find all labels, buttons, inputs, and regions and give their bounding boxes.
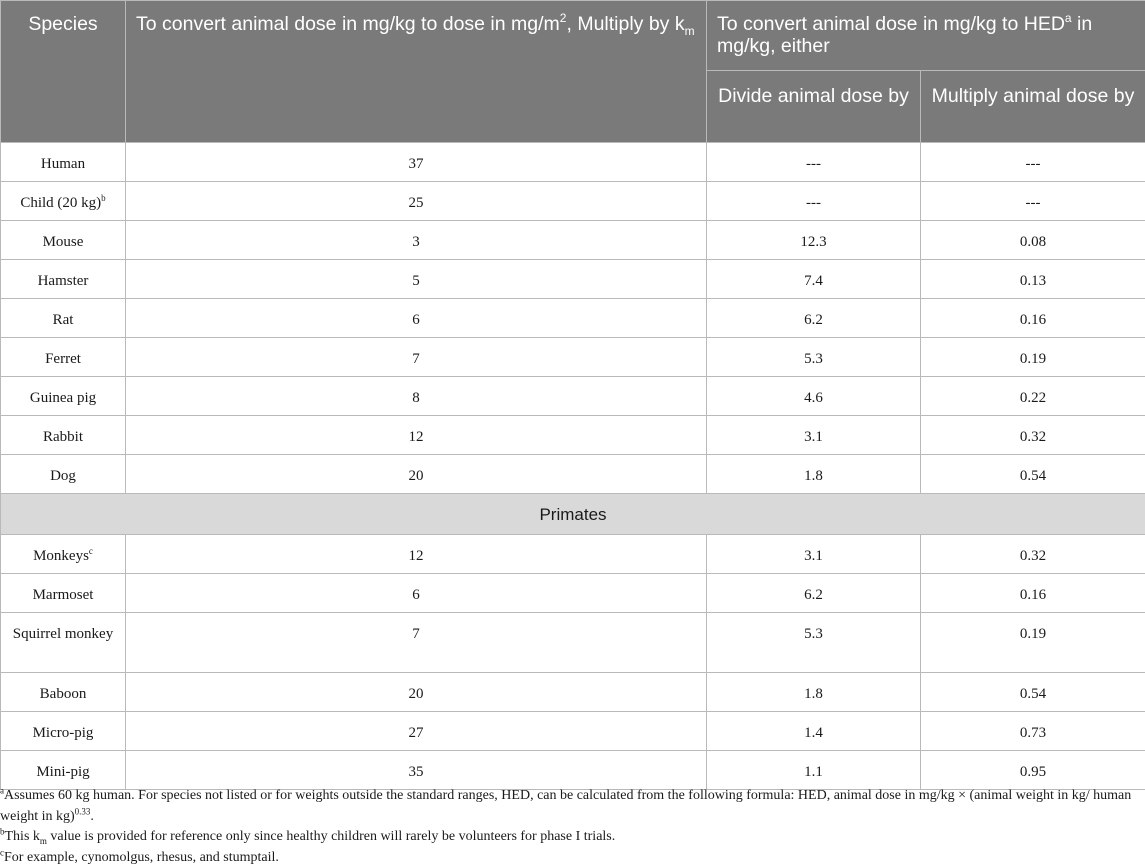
footnote-c-text: For example, cynomolgus, rhesus, and stumptail. (4, 849, 279, 865)
species-cell (1, 535, 126, 574)
species-cell (1, 143, 126, 182)
table-row (1, 260, 1145, 299)
divide-cell: 1.4 (707, 712, 921, 751)
multiply-cell: 0.16 (921, 299, 1145, 338)
header-divide-label: Divide animal dose by (718, 85, 909, 107)
km-cell: 20 (126, 455, 707, 494)
footnote-b-text-end: value is provided for reference only since healthy children will rarely be volunteers for phase I trials. (46, 829, 616, 844)
header-species (1, 1, 126, 143)
km-cell: 7 (126, 338, 707, 377)
footnote-b-sub: m (39, 835, 47, 846)
km-cell: 6 (126, 574, 707, 613)
header-km-conversion (126, 1, 707, 143)
footnote-mark: b (101, 193, 106, 203)
primates-body (1, 535, 1145, 790)
species-name: Mini-pig (36, 764, 90, 780)
species-cell (1, 712, 126, 751)
divide-cell: 7.4 (707, 260, 921, 299)
header-divide (707, 71, 921, 143)
species-name: Guinea pig (29, 390, 97, 406)
table-body (1, 143, 1145, 494)
multiply-cell: 0.73 (921, 712, 1145, 751)
km-cell: 25 (126, 182, 707, 221)
header-km-text-mid: , Multiply by k (566, 13, 685, 35)
km-cell: 12 (126, 416, 707, 455)
header-hed-text-end: in mg/kg, either (717, 13, 1093, 57)
multiply-cell: --- (921, 143, 1145, 182)
multiply-cell: 0.08 (921, 221, 1145, 260)
species-name: Marmoset (32, 587, 94, 603)
multiply-cell: 0.54 (921, 673, 1145, 712)
table-row (1, 712, 1145, 751)
species-cell (1, 299, 126, 338)
footnote-a-end: . (90, 808, 94, 824)
species-cell (1, 260, 126, 299)
header-hed-text: To convert animal dose in mg/kg to HED (717, 13, 1065, 35)
species-cell (1, 182, 126, 221)
divide-cell: --- (707, 143, 921, 182)
table-row (1, 535, 1145, 574)
species-cell (1, 673, 126, 712)
divide-cell: 4.6 (707, 377, 921, 416)
species-name: Squirrel monkey (12, 626, 114, 642)
divide-cell: 12.3 (707, 221, 921, 260)
footnote-b (0, 827, 1145, 848)
section-row (1, 494, 1145, 535)
table-row (1, 673, 1145, 712)
divide-cell: 3.1 (707, 535, 921, 574)
species-name: Mouse (42, 234, 84, 250)
footnote-a (0, 786, 1145, 827)
multiply-cell: 0.22 (921, 377, 1145, 416)
divide-cell: 1.1 (707, 751, 921, 790)
species-name: Hamster (37, 273, 89, 289)
divide-cell: 3.1 (707, 416, 921, 455)
header-hed-sup: a (1064, 10, 1072, 25)
footnote-c (0, 848, 1145, 868)
species-name: Child (20 kg) (20, 195, 102, 211)
divide-cell: 1.8 (707, 455, 921, 494)
km-cell: 35 (126, 751, 707, 790)
divide-cell: 1.8 (707, 673, 921, 712)
multiply-cell: 0.16 (921, 574, 1145, 613)
footnote-b-text: This k (4, 829, 40, 844)
footnote-c-mark: c (0, 846, 4, 857)
species-name: Rabbit (43, 429, 83, 445)
multiply-cell: 0.19 (921, 338, 1145, 377)
footnote-b-mark: b (0, 826, 5, 837)
divide-cell: --- (707, 182, 921, 221)
section-label: Primates (1, 494, 1145, 535)
km-cell: 20 (126, 673, 707, 712)
species-name: Ferret (45, 351, 81, 367)
species-cell (1, 613, 126, 673)
divide-cell: 5.3 (707, 338, 921, 377)
species-cell (1, 751, 126, 790)
table-row (1, 751, 1145, 790)
km-cell: 8 (126, 377, 707, 416)
table-row (1, 613, 1145, 673)
multiply-cell: 0.95 (921, 751, 1145, 790)
km-cell: 7 (126, 613, 707, 673)
table-row (1, 143, 1145, 182)
km-cell: 37 (126, 143, 707, 182)
table-row (1, 299, 1145, 338)
divide-cell: 6.2 (707, 299, 921, 338)
divide-cell: 5.3 (707, 613, 921, 673)
species-name: Rat (52, 312, 74, 328)
km-cell: 5 (126, 260, 707, 299)
multiply-cell: 0.13 (921, 260, 1145, 299)
species-name: Dog (50, 468, 76, 484)
multiply-cell: 0.19 (921, 613, 1145, 673)
species-cell (1, 455, 126, 494)
footnote-a-exponent: 0.33 (74, 805, 91, 816)
species-name: Micro-pig (32, 725, 94, 741)
footnote-mark: c (88, 546, 93, 556)
km-cell: 3 (126, 221, 707, 260)
multiply-cell: 0.32 (921, 535, 1145, 574)
species-cell (1, 221, 126, 260)
header-multiply (921, 71, 1145, 143)
table-row (1, 221, 1145, 260)
table-row (1, 338, 1145, 377)
footnote-a-text: Assumes 60 kg human. For species not listed or for weights outside the standard ranges, HED, can be calculated from the following formula: HED, animal dose in mg/kg × (animal weight in kg/ human weight in kg) (0, 788, 1132, 824)
table-header (1, 1, 1145, 143)
divide-cell: 6.2 (707, 574, 921, 613)
km-cell: 12 (126, 535, 707, 574)
header-multiply-label: Multiply animal dose by (931, 85, 1135, 107)
header-km-sub: m (684, 23, 695, 38)
table-row (1, 455, 1145, 494)
multiply-cell: --- (921, 182, 1145, 221)
section-primates (1, 494, 1145, 535)
table-row (1, 377, 1145, 416)
species-cell (1, 416, 126, 455)
header-species-label: Species (28, 13, 98, 35)
km-cell: 27 (126, 712, 707, 751)
species-name: Baboon (39, 686, 87, 702)
table-row (1, 574, 1145, 613)
species-name: Monkeys (33, 548, 89, 564)
species-cell (1, 338, 126, 377)
header-km-sup: 2 (559, 10, 567, 25)
table-row (1, 182, 1145, 221)
footnote-a-mark: a (0, 785, 4, 796)
multiply-cell: 0.54 (921, 455, 1145, 494)
table-row (1, 416, 1145, 455)
species-cell (1, 377, 126, 416)
km-cell: 6 (126, 299, 707, 338)
header-hed-conversion (707, 1, 1145, 71)
species-name: Human (40, 156, 86, 172)
species-cell (1, 574, 126, 613)
multiply-cell: 0.32 (921, 416, 1145, 455)
header-km-text: To convert animal dose in mg/kg to dose in mg/m (136, 13, 560, 35)
table-footnotes (0, 786, 1145, 868)
